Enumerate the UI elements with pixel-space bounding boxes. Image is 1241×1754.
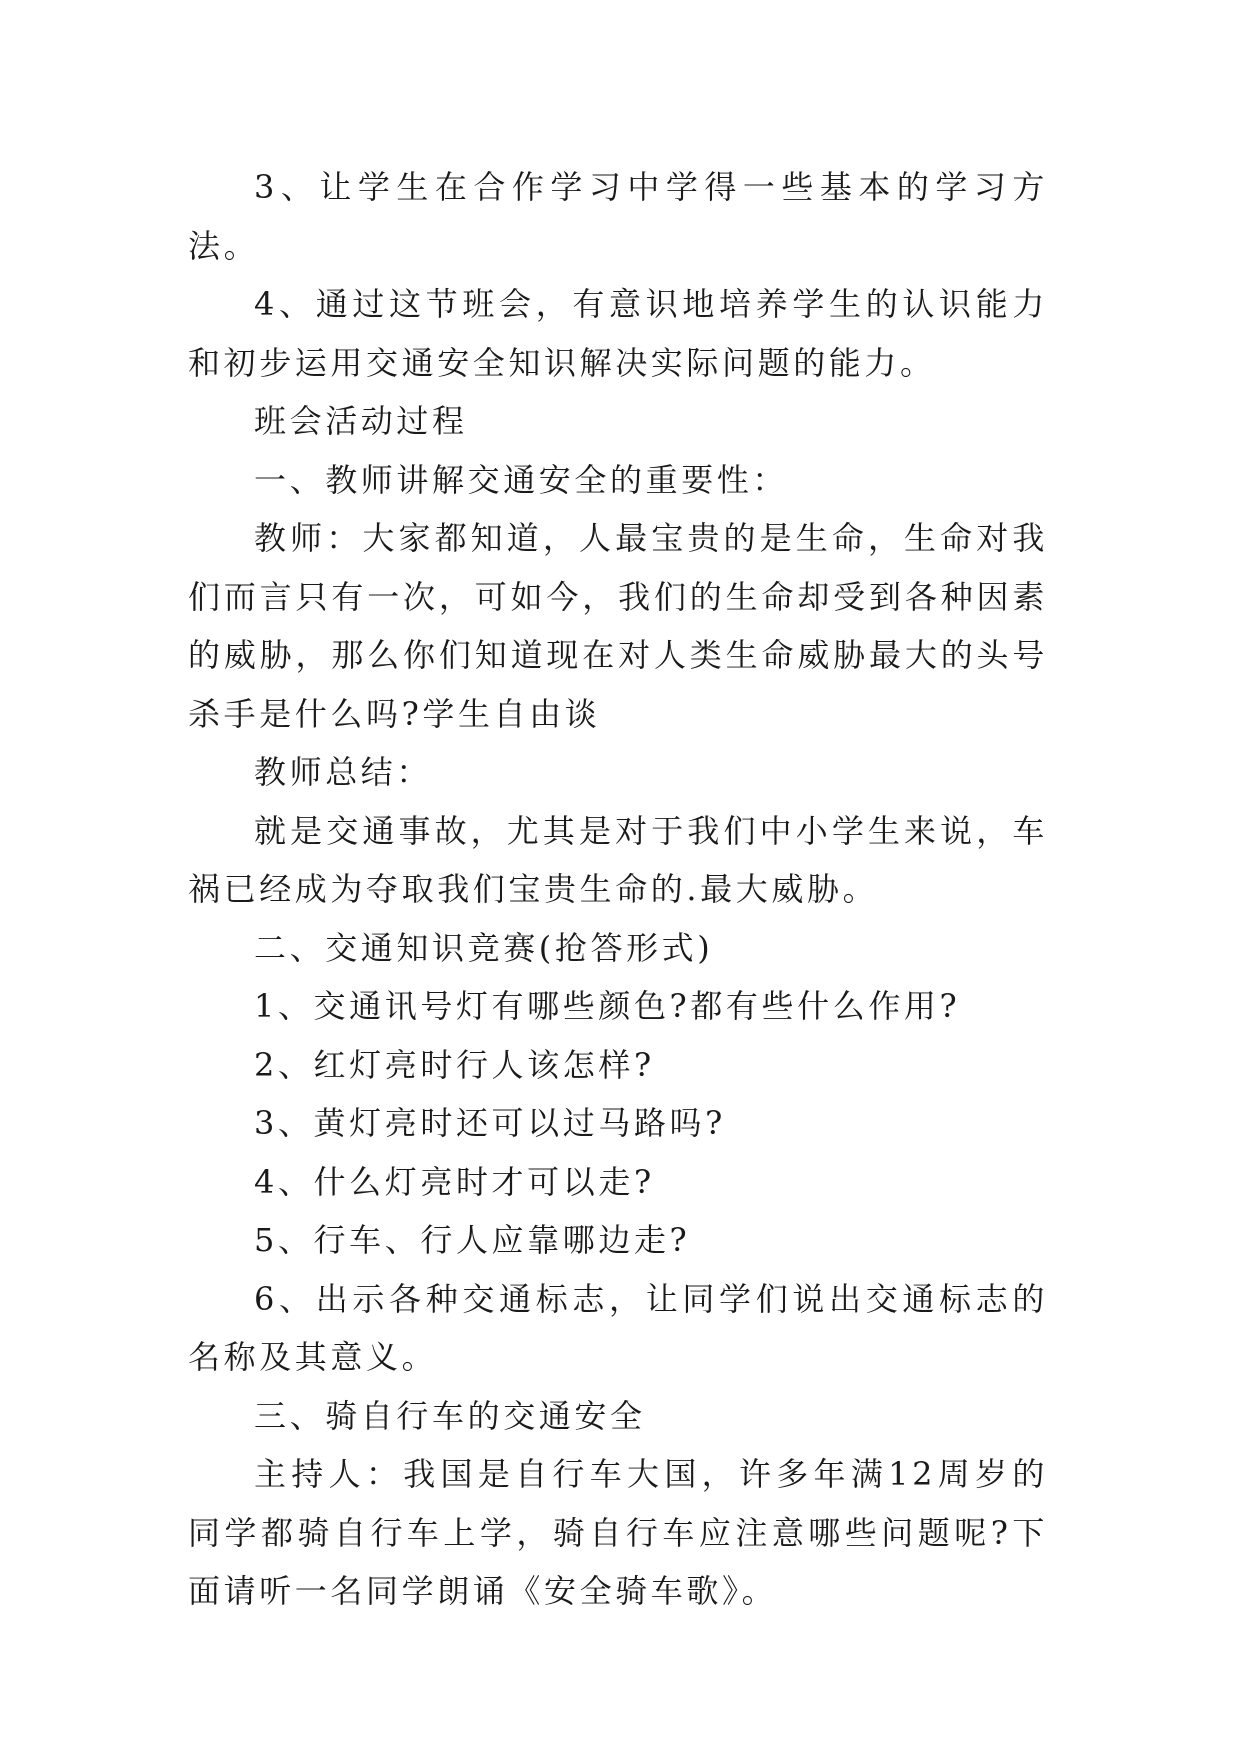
section-heading-2: 二、交通知识竞赛(抢答形式) — [254, 928, 714, 967]
quiz-question-5: 5、行车、行人应靠哪边走? — [254, 1221, 691, 1259]
section-heading-3: 三、骑自行车的交通安全 — [254, 1396, 646, 1435]
section-heading-process: 班会活动过程 — [254, 402, 468, 440]
paragraph-teacher-talk: 教师：大家都知道，人最宝贵的是生命，生命对我们而言只有一次，可如今，我们的生命却受到各种因素的威胁，那么你们知道现在对人类生命威胁最大的头号杀手是什么吗?学生自由谈 — [188, 519, 1048, 733]
paragraph-host-talk: 主持人：我国是自行车大国，许多年满12周岁的同学都骑自行车上学，骑自行车应注意哪些问题呢?下面请听一名同学朗诵《安全骑车歌》。 — [188, 1455, 1048, 1610]
paragraph-objective-3: 3、让学生在合作学习中学得一些基本的学习方法。 — [188, 168, 1048, 265]
quiz-question-3: 3、黄灯亮时还可以过马路吗? — [254, 1104, 726, 1142]
paragraph-teacher-summary-label: 教师总结： — [254, 753, 433, 791]
quiz-question-1: 1、交通讯号灯有哪些颜色?都有些什么作用? — [254, 987, 961, 1025]
quiz-question-4: 4、什么灯亮时才可以走? — [254, 1162, 655, 1201]
quiz-question-2: 2、红灯亮时行人该怎样? — [254, 1045, 655, 1084]
section-heading-1: 一、教师讲解交通安全的重要性： — [254, 460, 789, 499]
paragraph-teacher-summary: 就是交通事故，尤其是对于我们中小学生来说，车祸已经成为夺取我们宝贵生命的.最大威胁。 — [188, 811, 1048, 908]
quiz-question-6: 6、出示各种交通标志，让同学们说出交通标志的名称及其意义。 — [188, 1279, 1048, 1376]
paragraph-objective-4: 4、通过这节班会，有意识地培养学生的认识能力和初步运用交通安全知识解决实际问题的能力。 — [188, 285, 1048, 382]
document-body — [188, 158, 1048, 1621]
